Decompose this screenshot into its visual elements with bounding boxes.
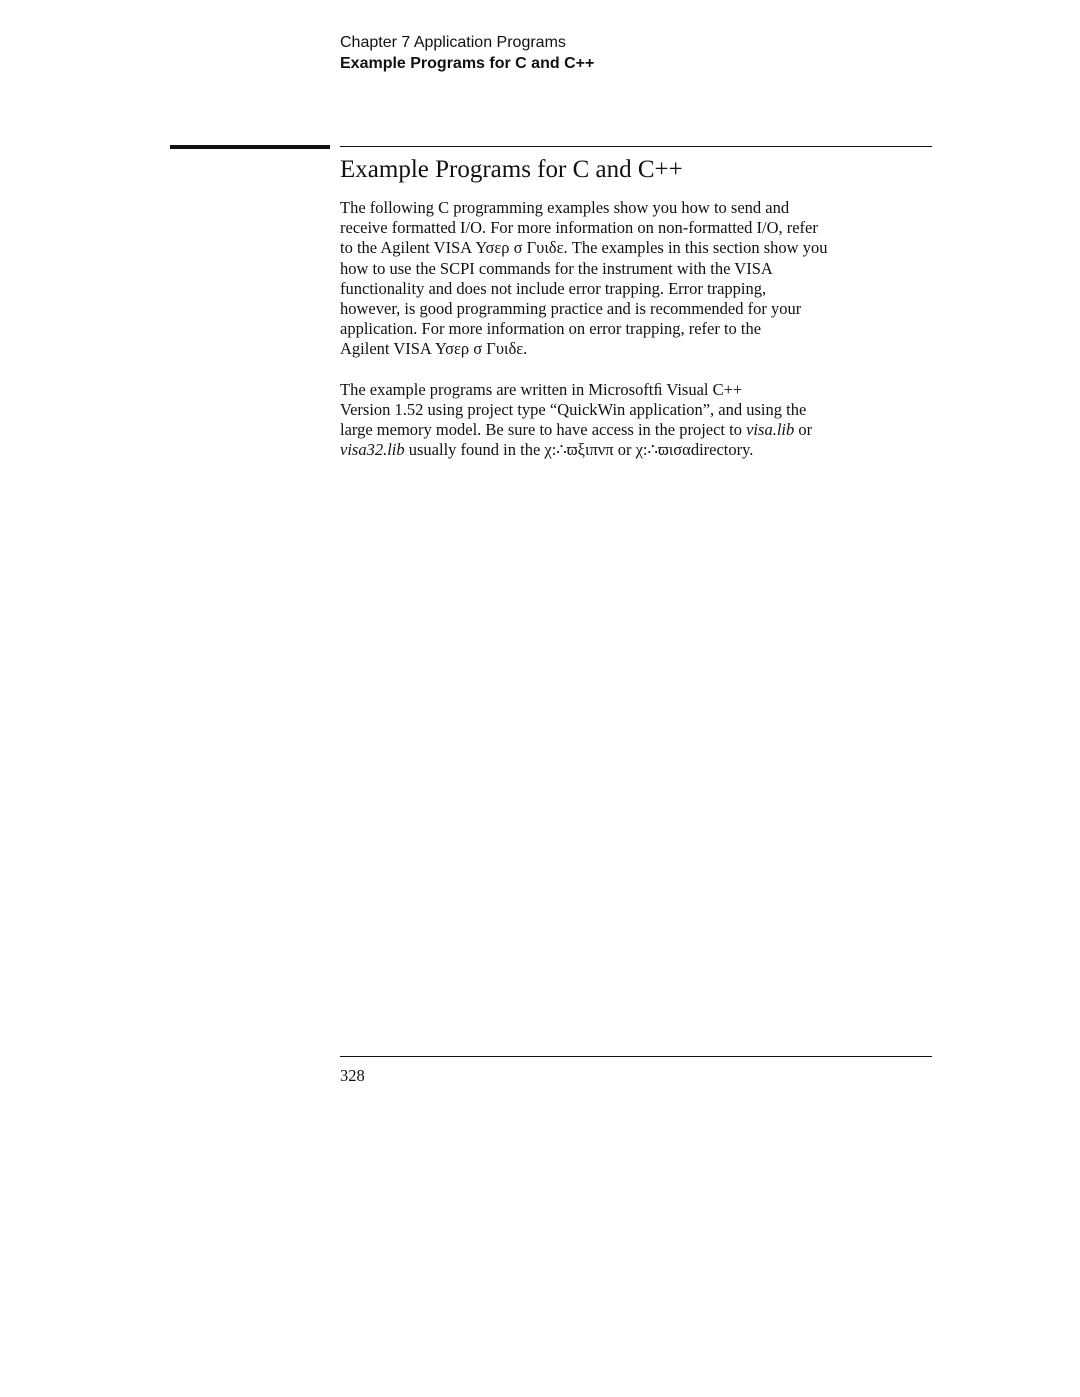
text-line: application. For more information on error trapping, refer to the	[340, 319, 762, 339]
text-line: to the Agilent VISA Υσερ σ Γυιδε. The examples in this section show you	[340, 238, 828, 258]
running-head-section: Example Programs for C and C++	[340, 55, 595, 72]
text-line: functionality and does not include error trapping. Error trapping,	[340, 278, 767, 298]
text-line	[340, 440, 932, 460]
page-number: 328	[340, 1066, 365, 1085]
section-heading: Example Programs for C and C++	[340, 156, 683, 183]
footer-rule	[340, 1056, 932, 1057]
text-line: Version 1.52 using project type “QuickWin application”, and using the	[340, 399, 807, 419]
library-name-visa: visa.lib	[746, 420, 795, 440]
text-fragment: usually found in the χ:∴ϖξιπνπ or χ:∴ϖισαdirectory.	[404, 440, 754, 460]
running-head	[340, 32, 594, 74]
text-line: how to use the SCPI commands for the instrument with the VISA	[340, 258, 773, 278]
paragraph-build-info	[340, 380, 932, 461]
running-head-chapter: Chapter 7 Application Programs	[340, 34, 566, 51]
heading-accent-rule	[170, 145, 330, 149]
text-line: receive formatted I/O. For more information on non-formatted I/O, refer	[340, 218, 818, 238]
paragraph-intro	[340, 198, 932, 360]
library-name-visa32: visa32.lib	[340, 440, 405, 460]
body-text	[340, 198, 932, 480]
text-line: Agilent VISA Υσερ σ Γυιδε.	[340, 339, 528, 359]
text-line: The example programs are written in Microsoftﬁ Visual C++	[340, 379, 743, 399]
text-line: The following C programming examples show you how to send and	[340, 198, 790, 217]
text-fragment: or	[794, 420, 813, 440]
heading-rule	[340, 146, 932, 147]
text-fragment: large memory model. Be sure to have access in the project to	[340, 420, 747, 440]
text-line: however, is good programming practice and is recommended for your	[340, 299, 802, 319]
text-line	[340, 420, 932, 440]
